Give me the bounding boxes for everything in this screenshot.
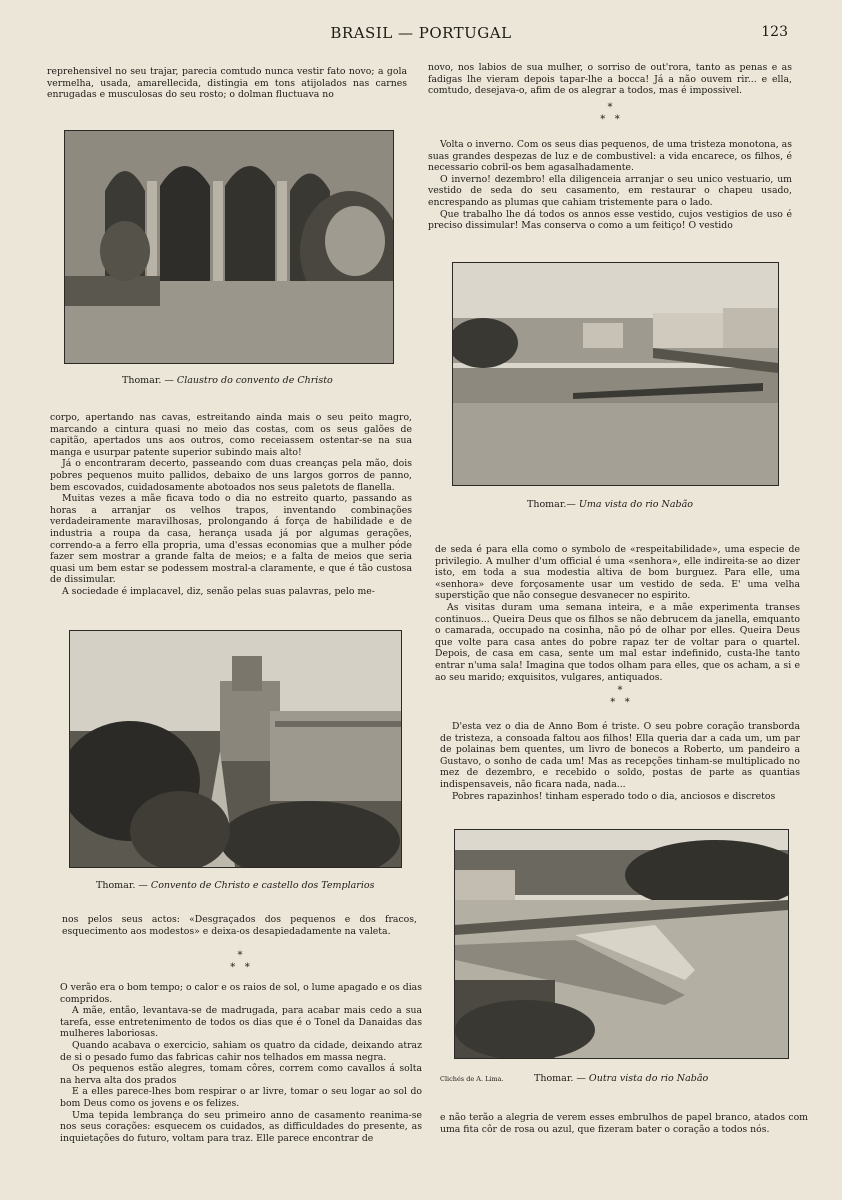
page-header [40, 24, 802, 44]
paragraph: O verão era o bom tempo; o calor e os raios de sol, o lume apagado e os dias compridos. [60, 982, 422, 1005]
section-separator: * * * [230, 950, 250, 973]
paragraph: Os pequenos estão alegres, tomam côres, correm como cavallos á solta na herva alta dos prados [60, 1063, 422, 1086]
paragraph: A sociedade é implacavel, diz, senão pelas suas palavras, pelo me- [62, 585, 375, 597]
paragraph: novo, nos labios de sua mulher, o sorriso de out'rora, tanto as penas e as fadigas lhe vieram depois tapar-lhe a bocca! Já a não ouvem rir... e ella, comtudo, desejava-o, afim de os alegrar a todos, mas é impossivel. [428, 62, 792, 97]
paragraph: nos pelos seus actos: «Desgraçados dos pequenos e dos fracos, esquecimento aos modestos» e deixa-os desapiedadamente na valeta. [62, 914, 417, 937]
photo-claustro [64, 130, 394, 364]
paragraph: de seda é para ella como o symbolo de «respeitabilidade», uma especie de privilegio. A mulher d'um official é uma «senhora», elle indireita-se ao dizer isto, em toda a sua modestia altiva de bom burguez. Para elle, uma «senhora» deve forçosamente usar um vestido de seda. E' uma velha superstição que não consegue desvanecer no espirito. [435, 544, 800, 602]
caption-rio-nabao: Thomar.— Uma vista do rio Nabão [527, 499, 693, 510]
paragraph: corpo, apertando nas cavas, estreitando ainda mais o seu peito magro, marcando a cintura quasi no meio das costas, com os seus galões de capitão, apertados uns aos outros, como receiassem ostentar-se na sua manga e usurpar patente superior subindo mais alto! [50, 412, 412, 458]
caption-outra-vista: Thomar. — Outra vista do rio Nabão [534, 1073, 709, 1084]
paragraph: Muitas vezes a mãe ficava todo o dia no estreito quarto, passando as horas a arranjar os velhos trapos, inventando combinações verdadeiramente maravilhosas, prolongando á força de habilidade e de industria a roupa da casa, herança usada já por algumas gerações, correndo-a a ferro ella propria, uma d'essas economias que a mulher póde fazer sem mostrar a grande falta de meios; e a falta de meios que seria quasi um bem estar se podessem mostral-a claramente, e que é tão custosa de dissimular. [50, 493, 412, 586]
photo-outra-vista [454, 829, 789, 1059]
section-separator: * * * [610, 685, 630, 708]
paragraph: Uma tepida lembrança do seu primeiro anno de casamento reanima-se nos seus corações: esquecem os cuidados, as difficuldades do presente, as inquietações do futuro, voltam para traz. Elle parece encontrar de [60, 1109, 422, 1144]
paragraph: Pobres rapazinhos! tinham esperado todo o dia, anciosos e discretos [452, 790, 776, 802]
paragraph: Que trabalho lhe dá todos os annos esse vestido, cujos vestigios de uso é preciso dissimular! Mas conserva o como a um feitiço! O vestido [428, 208, 792, 232]
paragraph: Quando acabava o exercicio, sahiam os quatro da cidade, deixando atraz de si o pesado fumo das fabricas cahir nos telhados em massa negra. [60, 1039, 422, 1063]
right-text-block-3 [435, 544, 800, 683]
river-weir-image [455, 830, 788, 1058]
paragraph: e não terão a alegria de verem esses embrulhos de papel branco, atados com uma fita côr de rosa ou azul, que fizeram bater o coração a todos nós. [440, 1112, 808, 1135]
photo-rio-nabao [452, 262, 779, 486]
caption-convento: Thomar. — Convento de Christo e castello dos Templarios [96, 880, 375, 891]
paragraph: As visitas duram uma semana inteira, e a mãe experimenta transes continuos... Queira Deus que os filhos se não debrucem da janella, emquanto o camarada, occupado na cosinha, não pó de olhar por elles. Queira Deus que volte para casa antes do pobre rapaz ter de voltar para o quartel. Depois, de casa em casa, sente um mal estar indefinido, custa-lhe tanto entrar n'uma sala! Imagina que todos olham para elles, que os acham, a si e ao seu marido; exquisitos, vulgares, antiquados. [435, 601, 800, 683]
right-text-block-1 [428, 62, 792, 97]
paragraph: reprehensivel no seu trajar, parecia comtudo nunca vestir fato novo; a gola vermelha, usada, amarellecida, distingia em tons atijolados nas carnes enrugadas e musculosas do seu rosto; o dolman fluctuava no [47, 66, 407, 101]
paragraph: E a elles parece-lhes bom respirar o ar livre, tomar o seu logar ao sol do bom Deus como os jovens e os felizes. [60, 1086, 422, 1109]
left-text-block-2 [50, 412, 412, 598]
right-text-block-4 [440, 721, 800, 802]
right-text-block-5 [440, 1112, 808, 1135]
right-text-block-2 [428, 139, 792, 232]
river-image [453, 263, 778, 485]
running-title: BRASIL — PORTUGAL [330, 24, 512, 42]
paragraph: A mãe, então, levantava-se de madrugada, para acabar mais cedo a sua tarefa, esse entretenimento de todos os dias que é o Tonel da Danaidas das mulheres laboriosas. [60, 1005, 422, 1040]
paragraph: D'esta vez o dia de Anno Bom é triste. O seu pobre coração transborda de tristeza, a consoada faltou aos filhos! Ella queria dar a cada um, um par de polainas bem quentes, um livro de bonecos a Roberto, um pandeiro a Gustavo, o sonho de cada um! Mas as recepções tinham-se multiplicado no mez de dezembro, e recebido o soldo, postas de parte as quantias indispensaveis, não ficara nada, nada... [440, 721, 800, 790]
left-text-block-3a [62, 914, 417, 937]
photo-convento [69, 630, 402, 868]
paragraph: O inverno! dezembro! ella diligenceia arranjar o seu unico vestuario, um vestido de seda do seu casamento, em restaurar o chapeu usado, encrespando as plumas que cahiam tristemente para o lado. [428, 173, 792, 208]
caption-claustro: Thomar. — Claustro do convento de Christo [122, 375, 333, 386]
cloister-image [65, 131, 393, 363]
section-separator: * * * [600, 102, 620, 125]
left-text-block-1 [47, 66, 407, 101]
convent-image [70, 631, 401, 867]
page-number: 123 [761, 24, 788, 40]
paragraph: Já o encontraram decerto, passeando com duas creanças pela mão, dois pobres pequenos muito pallidos, debaixo de uns largos gorros de panno, bem escovados, cuidadosamente abotoados nos seus paletots de flanella. [50, 458, 412, 493]
paragraph: Volta o inverno. Com os seus dias pequenos, de uma tristeza monotona, as suas grandes despezas de luz e de combustivel: a vida encarece, os filhos, é necessario cobril-os bem agasalhadamente. [428, 139, 792, 174]
photo-credit: Clichés de A. Lima. [440, 1075, 504, 1083]
left-text-block-3b [60, 982, 422, 1144]
